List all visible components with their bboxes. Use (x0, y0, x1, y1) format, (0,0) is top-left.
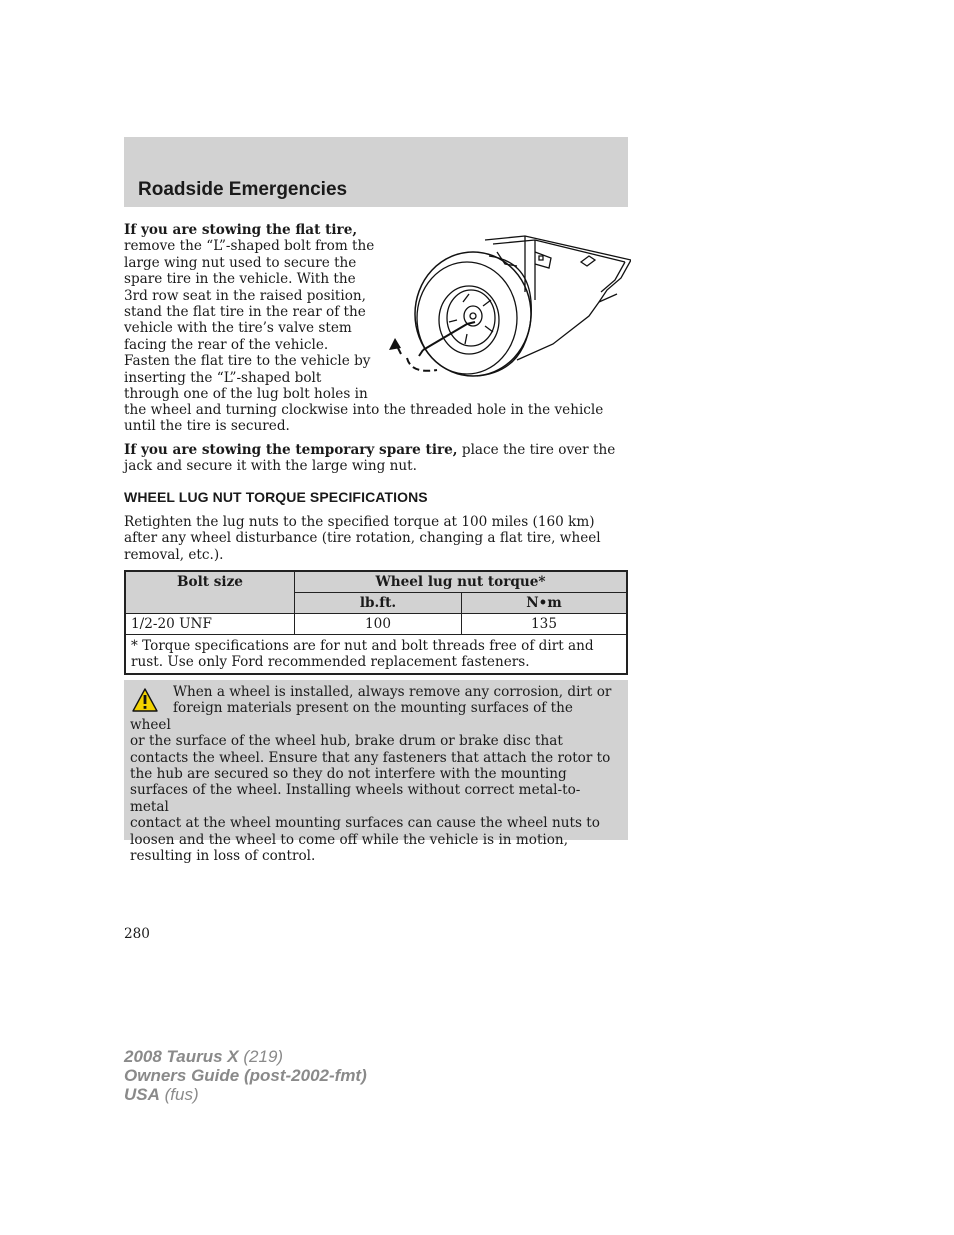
text-line: removal, etc.). (124, 546, 224, 563)
text-line: loosen and the wheel to come off while the vehicle is in motion, (130, 831, 569, 848)
footer-model: 2008 Taurus X (124, 1047, 239, 1066)
lbft-cell: 100 (295, 614, 462, 635)
torque-intro (124, 514, 628, 563)
spare-tire-paragraph (124, 442, 628, 475)
footer (124, 1047, 367, 1104)
text-line: large wing nut used to secure the (124, 254, 357, 271)
spare-tire-lead: If you are stowing the temporary spare tire, (124, 442, 458, 458)
torque-heading: WHEEL LUG NUT TORQUE SPECIFICATIONS (124, 489, 428, 505)
warning-text (130, 684, 618, 864)
flat-tire-paragraph (124, 222, 386, 402)
col-torque: Wheel lug nut torque* (295, 571, 628, 593)
page-number: 280 (124, 926, 150, 942)
text-line: or the surface of the wheel hub, brake drum or brake disc that (130, 733, 563, 750)
text-line: vehicle with the tire’s valve stem (124, 320, 352, 337)
text-line: inserting the “L”-shaped bolt (124, 369, 322, 386)
torque-table (124, 570, 628, 675)
table-row (125, 614, 627, 635)
text-line: jack and secure it with the large wing nut. (124, 458, 417, 475)
text-line: through one of the lug bolt holes in (124, 386, 368, 403)
text-line: the wheel and turning clockwise into the threaded hole in the vehicle (124, 402, 604, 418)
text-line: contacts the wheel. Ensure that any fasteners that attach the rotor to (130, 749, 611, 766)
text-line: resulting in loss of control. (130, 848, 316, 865)
text-line: facing the rear of the vehicle. (124, 336, 329, 353)
page-title: Roadside Emergencies (138, 179, 348, 200)
text-line: Retighten the lug nuts to the specified torque at 100 miles (160 km) (124, 514, 595, 530)
text-line: rust. Use only Ford recommended replacement fasteners. (131, 654, 530, 670)
text-line: remove the “L”-shaped bolt from the (124, 238, 375, 255)
footer-market: USA (124, 1085, 160, 1104)
text-line: foreign materials present on the mounting surfaces of the wheel (130, 700, 573, 733)
nm-cell: 135 (462, 614, 628, 635)
table-note (125, 635, 627, 675)
text-line: When a wheel is installed, always remove any corrosion, dirt or (173, 684, 612, 700)
col-unit-lbft: lb.ft. (295, 593, 462, 614)
text-line: spare tire in the vehicle. With the (124, 271, 356, 288)
text-line: until the tire is secured. (124, 418, 290, 435)
text-line: contact at the wheel mounting surfaces can cause the wheel nuts to (130, 815, 600, 832)
col-bolt-size: Bolt size (125, 571, 295, 614)
footer-guide: Owners Guide (post-2002-fmt) (124, 1066, 367, 1085)
text-line: 3rd row seat in the raised position, (124, 287, 366, 304)
text-line: surfaces of the wheel. Installing wheels without correct metal-to-metal (130, 782, 581, 815)
warning-box (124, 680, 628, 865)
text-line: Fasten the flat tire to the vehicle by (124, 353, 371, 370)
footer-market-code: (fus) (159, 1085, 199, 1104)
tire-stowing-illustration (385, 232, 631, 378)
text-line: after any wheel disturbance (tire rotation, changing a flat tire, wheel (124, 530, 601, 547)
footer-code: (219) (238, 1047, 284, 1066)
bolt-size-cell: 1/2-20 UNF (125, 614, 295, 635)
text-line: the hub are secured so they do not interfere with the mounting (130, 766, 567, 783)
header-band (124, 137, 628, 207)
text-line: * Torque specifications are for nut and bolt threads free of dirt and (131, 638, 594, 654)
flat-tire-paragraph-cont (124, 402, 628, 435)
table-note-row (125, 635, 627, 675)
text-line: place the tire over the (457, 442, 616, 458)
col-unit-nm: N•m (462, 593, 628, 614)
text-line: stand the flat tire in the rear of the (124, 304, 366, 321)
flat-tire-lead: If you are stowing the flat tire, (124, 222, 358, 238)
